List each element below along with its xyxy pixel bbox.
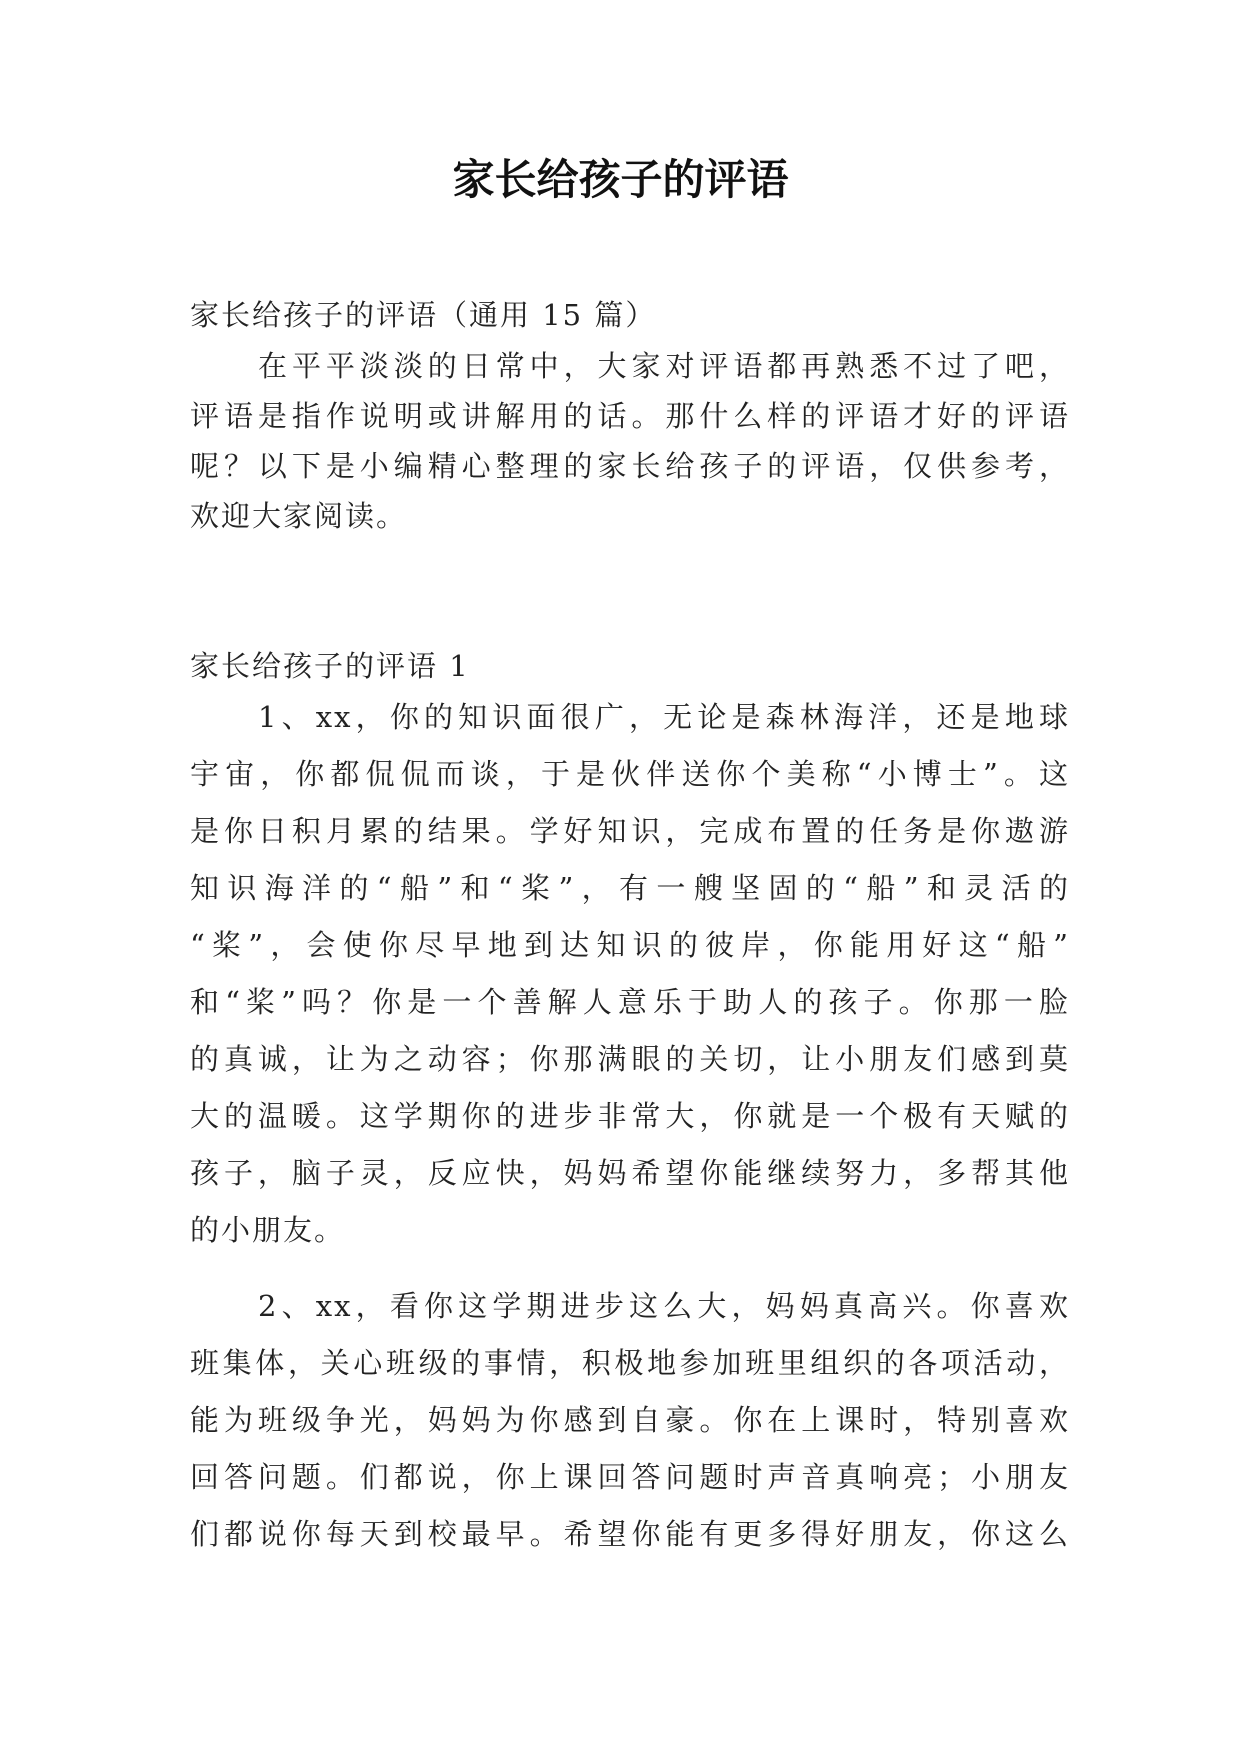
intro-line: 在平平淡淡的日常中，大家对评语都再熟悉不过了吧，: [258, 349, 1070, 383]
section-heading: 家长给孩子的评语 1: [190, 649, 470, 683]
document-title: 家长给孩子的评语: [452, 155, 789, 204]
paragraph-line: 1、xx，你的知识面很广，无论是森林海洋，还是地球: [258, 700, 1070, 734]
paragraph-line: 是你日积月累的结果。学好知识，完成布置的任务是你遨游: [190, 814, 1070, 848]
intro-line: 欢迎大家阅读。: [190, 499, 408, 533]
intro-line: 评语是指作说明或讲解用的话。那什么样的评语才好的评语: [190, 399, 1070, 433]
paragraph-line: 回答问题。们都说，你上课回答问题时声音真响亮；小朋友: [190, 1460, 1070, 1494]
paragraph-line: 们都说你每天到校最早。希望你能有更多得好朋友，你这么: [190, 1517, 1070, 1551]
intro-line: 呢？以下是小编精心整理的家长给孩子的评语，仅供参考，: [190, 449, 1070, 483]
paragraph-line: 孩子，脑子灵，反应快，妈妈希望你能继续努力，多帮其他: [190, 1156, 1070, 1190]
paragraph-line: 和“桨”吗？你是一个善解人意乐于助人的孩子。你那一脸: [190, 985, 1070, 1019]
document-subtitle: 家长给孩子的评语（通用 15 篇）: [190, 298, 657, 332]
paragraph-line: 宇宙，你都侃侃而谈，于是伙伴送你个美称“小博士”。这: [190, 757, 1070, 791]
paragraph-line: 的小朋友。: [190, 1213, 346, 1247]
paragraph-line: 知识海洋的“船”和“桨”，有一艘坚固的“船”和灵活的: [190, 871, 1070, 905]
paragraph-line: 大的温暖。这学期你的进步非常大，你就是一个极有天赋的: [190, 1099, 1070, 1133]
paragraph-line: “桨”，会使你尽早地到达知识的彼岸，你能用好这“船”: [190, 928, 1070, 962]
paragraph-line: 的真诚，让为之动容；你那满眼的关切，让小朋友们感到莫: [190, 1042, 1070, 1076]
paragraph-line: 2、xx，看你这学期进步这么大，妈妈真高兴。你喜欢: [258, 1289, 1070, 1323]
paragraph-line: 能为班级争光，妈妈为你感到自豪。你在上课时，特别喜欢: [190, 1403, 1070, 1437]
paragraph-line: 班集体，关心班级的事情，积极地参加班里组织的各项活动，: [190, 1346, 1070, 1380]
